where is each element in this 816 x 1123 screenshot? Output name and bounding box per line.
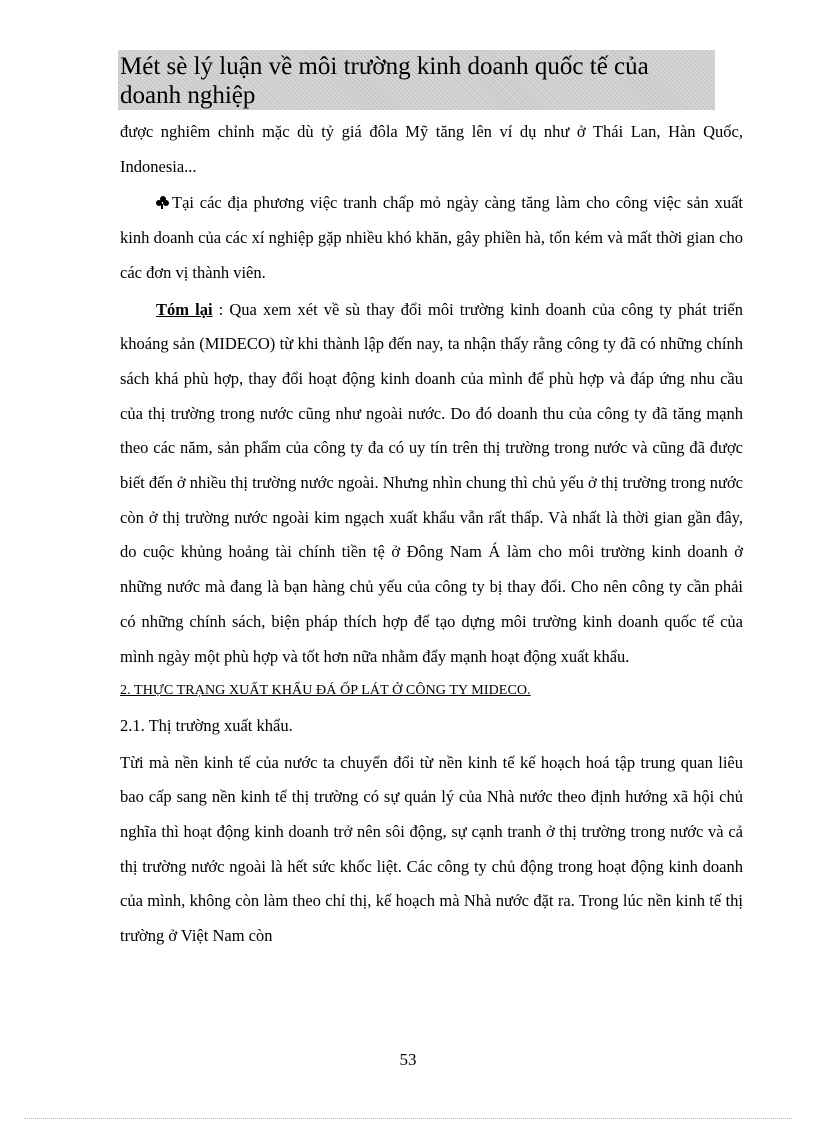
bullet-paragraph-text: Tại các địa phương việc tranh chấp mỏ ngày càng tăng làm cho công việc sản xuất kinh doanh của các xí nghiệp gặp nhiều khó khăn, gây phiền hà, tốn kém và mất thời gian cho các đơn vị thành viên. [120,193,743,282]
paragraph-continuation: được nghiêm chỉnh mặc dù tỷ giá đôla Mỹ tăng lên ví dụ như ở Thái Lan, Hàn Quốc, Indonesia... [120,122,743,176]
page-number: 53 [399,1050,417,1069]
summary-paragraph [120,293,743,675]
summary-lead: Tóm lại [156,299,213,319]
running-header-title: Mét sè lý luận về môi trường kinh doanh quốc tế của doanh nghiệp [120,53,649,109]
subsection-heading: 2.1. Thị trường xuất khẩu. [120,715,293,735]
bullet-paragraph [120,186,743,290]
section-heading: 2. THỰC TRẠNG XUẤT KHẨU ĐÁ ỐP LÁT Ở CÔNG TY MIDECO. [120,683,531,699]
body-paragraph: Từi mà nền kinh tế của nước ta chuyển đổi từ nền kinh tế kế hoạch hoá tập trung quan liêu bao cấp sang nền kinh tế thị trường có sự quản lý của Nhà nước theo định hướng xã hội chủ nghĩa thì hoạt động kinh doanh trở nên sôi động, sự cạnh tranh ở thị trường trong nước và cả thị trường nước ngoài là hết sức khốc liệt. Các công ty chủ động trong hoạt động kinh doanh của mình, không còn làm theo chỉ thị, kế hoạch mà Nhà nước đặt ra. Trong lúc nền kinh tế thị trường ở Việt Nam còn [120,752,743,946]
summary-text: : Qua xem xét về sù thay đổi môi trường kinh doanh của công ty phát triển khoáng sản (MIDECO) từ khi thành lập đến nay, ta nhận thấy rằng công ty đã có những chính sách khá phù hợp, thay đổi hoạt động kinh doanh của mình để phù hợp và đáp ứng nhu cầu của thị trường trong nước cũng như ngoài nước. Do đó doanh thu của công ty đã tăng mạnh theo các năm, sản phẩm của công ty đa có uy tín trên thị trường trong nước và cũng đã được biết đến ở nhiều thị trường nước ngoài. Nhưng nhìn chung thì chủ yếu ở thị trường trong nước còn ở thị trường nước ngoài kim ngạch xuất khẩu vẫn rất thấp. Và nhất là thời gian gần đây, do cuộc khủng hoảng tài chính tiền tệ ở Đông Nam Á làm cho môi trường kinh doanh ở những nước mà đang là bạn hàng chủ yếu của công ty bị thay đổi. Cho nên công ty cần phải có những chính sách, biện pháp thích hợp để tạo dựng môi trường kinh doanh quốc tế của mình ngày một phù hợp và tốt hơn nữa nhằm đẩy mạnh hoạt động xuất khẩu. [120,299,743,666]
document-body [120,115,743,954]
clover-bullet-icon [156,196,169,209]
page-bottom-border [24,1118,792,1119]
